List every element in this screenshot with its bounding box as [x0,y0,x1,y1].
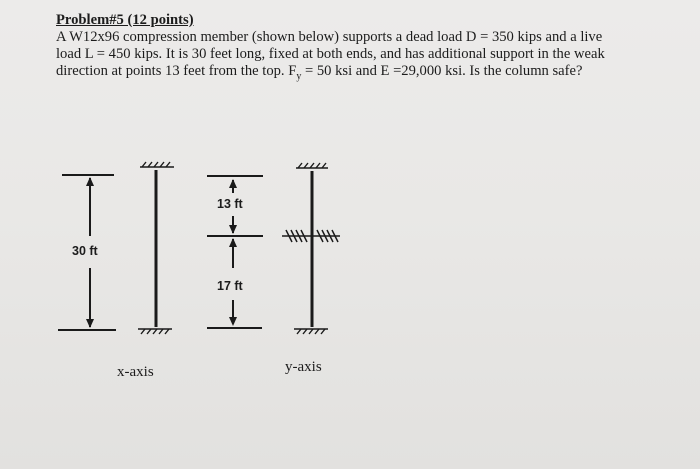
x-top-fixed-support [140,162,174,167]
weak-top-length-label: 13 ft [217,197,243,211]
x-bottom-fixed-support [138,329,172,334]
x-dim-up-arrow [86,177,94,186]
x-axis-column [138,162,174,334]
weak-bottom-length-label: 17 ft [217,279,243,293]
problem-line-1: A W12x96 compression member (shown below) supports a dead load D = 350 kips and a live [56,29,603,45]
y-axis-caption: y-axis [285,359,322,375]
problem-line-2: load L = 450 kips. It is 30 feet long, fixed at both ends, and has additional support in the weak [56,46,605,62]
x-axis-caption: x-axis [117,364,154,380]
fy-subscript: y [296,70,302,82]
problem-line-3-rest: = 50 ksi and E =29,000 ksi. Is the column safe? [301,63,583,79]
y-top-fixed-support [296,163,328,168]
problem-line-3-text: direction at points 13 feet from the top. F [56,63,297,79]
problem-title: Problem#5 (12 points) [56,12,194,28]
x-dim-down-arrow [86,319,94,328]
x-length-label: 30 ft [72,244,98,258]
y-axis-column [282,163,340,334]
y-bottom-fixed-support [294,329,328,334]
